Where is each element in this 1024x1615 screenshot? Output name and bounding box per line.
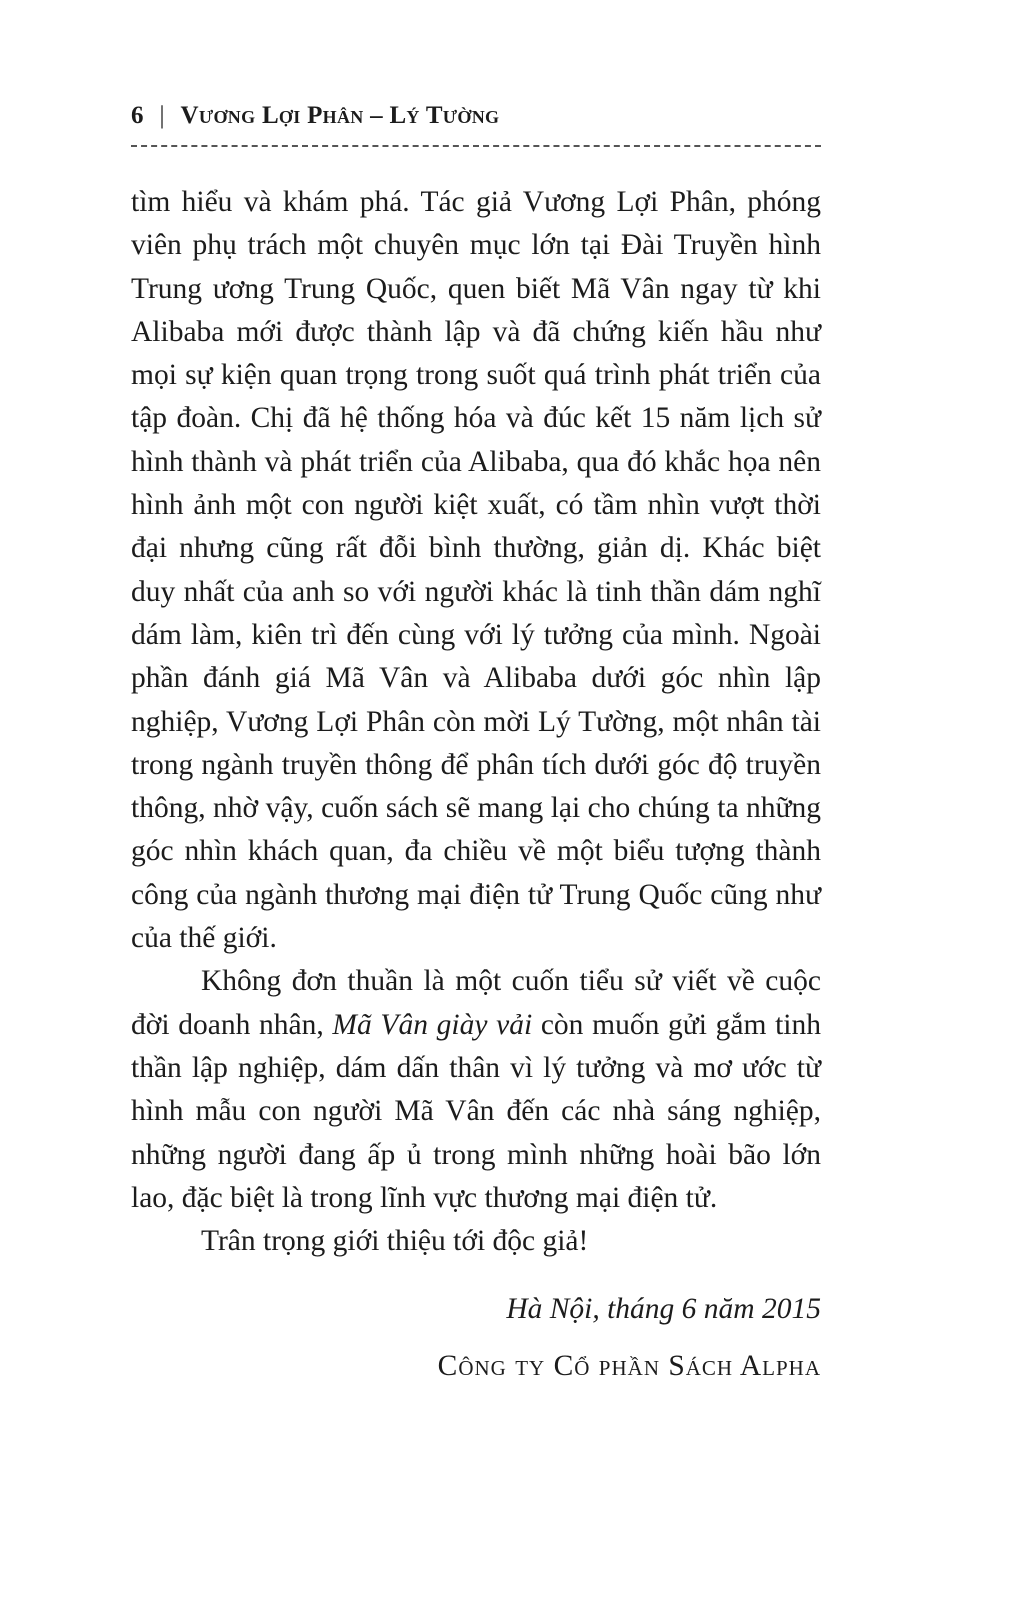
paragraph-2-text-after: còn muốn gửi gắm tinh thần lập nghiệp, dám dấn thân vì lý tưởng và mơ ước từ hình mẫu con người Mã Vân đến các nhà sáng nghiệp, những người đang ấp ủ trong mình những hoài bão lớn lao, đặc biệt là trong lĩnh vực thương mại điện tử. <box>131 1008 821 1214</box>
signature-block <box>131 1288 821 1388</box>
paragraph-2-text-before: Không đơn thuần là một cuốn tiểu sử viết về cuộc đời doanh nhân, <box>131 965 821 1041</box>
body-text <box>131 181 821 1263</box>
page-number: 6 <box>131 102 144 129</box>
book-authors-title: Vương Lợi Phân – Lý Tường <box>180 102 500 129</box>
paragraph-2 <box>131 960 821 1220</box>
paragraph-1: tìm hiểu và khám phá. Tác giả Vương Lợi Phân, phóng viên phụ trách một chuyên mục lớn tại Đài Truyền hình Trung ương Trung Quốc, quen biết Mã Vân ngay từ khi Alibaba mới được thành lập và đã chứng kiến hầu như mọi sự kiện quan trọng trong suốt quá trình phát triển của tập đoàn. Chị đã hệ thống hóa và đúc kết 15 năm lịch sử hình thành và phát triển của Alibaba, qua đó khắc họa nên hình ảnh một con người kiệt xuất, có tầm nhìn vượt thời đại nhưng cũng rất đỗi bình thường, giản dị. Khác biệt duy nhất của anh so với người khác là tinh thần dám nghĩ dám làm, kiên trì đến cùng với lý tưởng của mình. Ngoài phần đánh giá Mã Vân và Alibaba dưới góc nhìn lập nghiệp, Vương Lợi Phân còn mời Lý Tường, một nhân tài trong ngành truyền thông để phân tích dưới góc độ truyền thông, nhờ vậy, cuốn sách sẽ mang lại cho chúng ta những góc nhìn khách quan, đa chiều về một biểu tượng thành công của ngành thương mại điện tử Trung Quốc cũng như của thế giới. <box>131 186 821 955</box>
paragraph-3: Trân trọng giới thiệu tới độc giả! <box>201 1225 589 1258</box>
signature-company: Công ty Cổ phần Sách Alpha <box>437 1350 821 1382</box>
header-separator: | <box>159 102 165 129</box>
signature-date: Hà Nội, tháng 6 năm 2015 <box>506 1293 821 1325</box>
running-header <box>131 98 821 134</box>
book-title-italic: Mã Vân giày vải <box>332 1008 533 1041</box>
header-dashed-rule <box>131 145 821 147</box>
